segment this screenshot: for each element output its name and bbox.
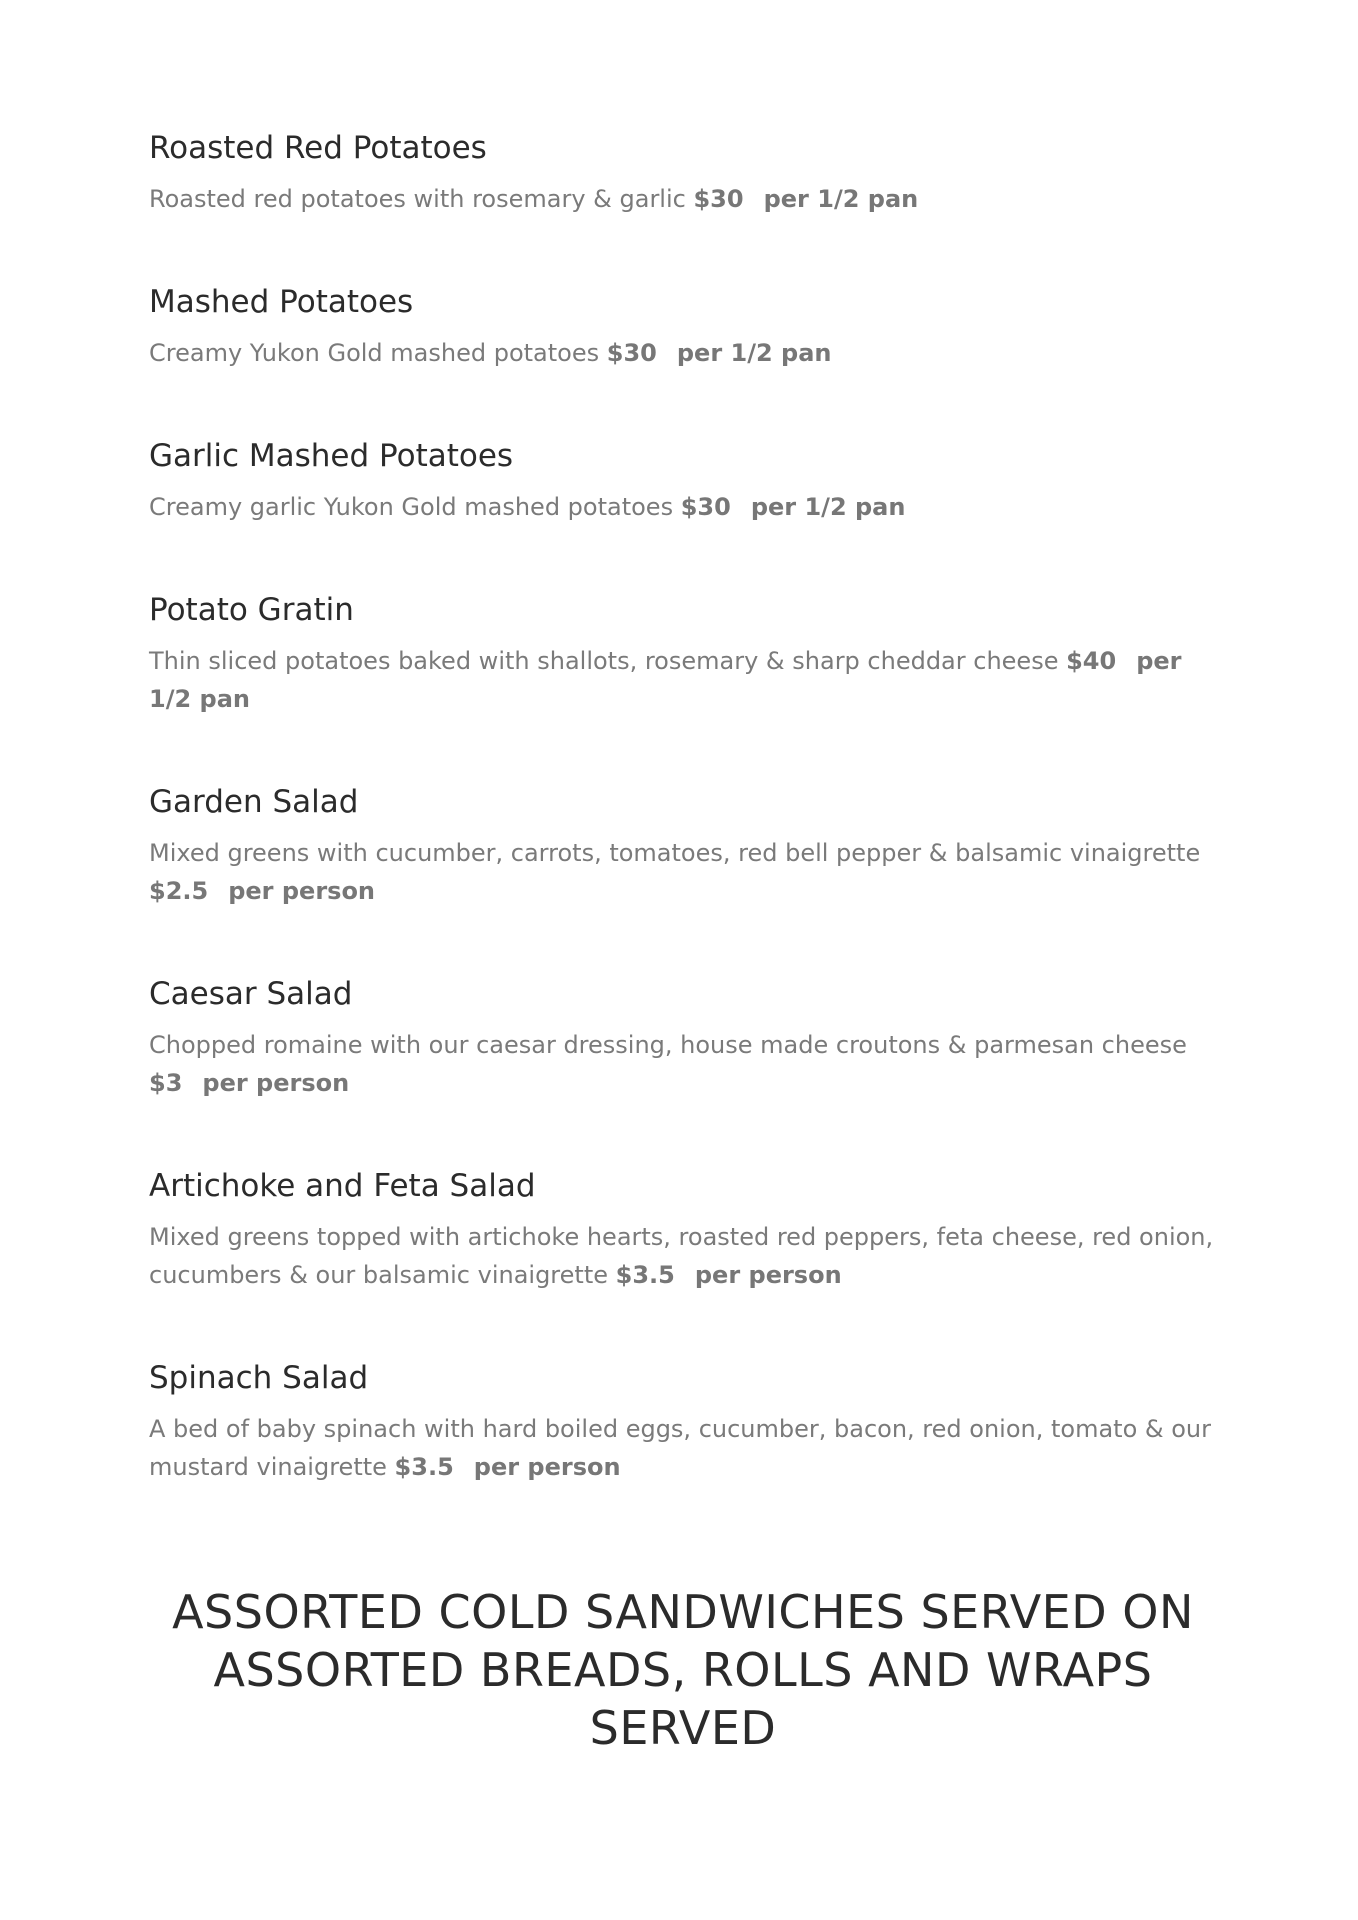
menu-item-mashed-potatoes [149,282,1217,436]
item-description [149,834,1217,910]
item-unit: per person [473,1453,621,1481]
menu-item-garlic-mashed-potatoes [149,436,1217,590]
item-description [149,488,1217,526]
description-text: Chopped romaine with our caesar dressing, house made croutons & parmesan cheese [149,1031,1187,1059]
item-title: Spinach Salad [149,1360,369,1396]
menu-item-roasted-red-potatoes [149,128,1217,282]
description-text: A bed of baby spinach with hard boiled eggs, cucumber, bacon, red onion, tomato & our mustard vinaigrette [149,1415,1211,1481]
item-price: $30 [693,185,744,213]
description-text: Roasted red potatoes with rosemary & garlic [149,185,686,213]
item-price: $40 [1066,647,1117,675]
item-price: $3.5 [394,1453,454,1481]
item-unit: per 1/2 pan [676,339,832,367]
item-description [149,1410,1217,1486]
item-unit: per 1/2 pan [149,647,1182,713]
description-text: Creamy Yukon Gold mashed potatoes [149,339,600,367]
description-text: Thin sliced potatoes baked with shallots, rosemary & sharp cheddar cheese [149,647,1059,675]
section-heading: ASSORTED COLD SANDWICHES SERVED ON ASSORTED BREADS, ROLLS AND WRAPS SERVED [172,1585,1194,1755]
item-description [149,642,1217,718]
item-description [149,1218,1217,1294]
menu-item-artichoke-feta-salad [149,1166,1217,1358]
item-title: Artichoke and Feta Salad [149,1168,536,1204]
item-price: $3.5 [615,1261,675,1289]
item-unit: per person [694,1261,842,1289]
item-price: $3 [149,1069,183,1097]
description-text: Mixed greens with cucumber, carrots, tomatoes, red bell pepper & balsamic vinaigrette [149,839,1201,867]
item-unit: per 1/2 pan [750,493,906,521]
menu-item-garden-salad [149,782,1217,974]
item-unit: per person [202,1069,350,1097]
item-price: $30 [606,339,657,367]
item-price: $2.5 [149,877,209,905]
menu-item-potato-gratin [149,590,1217,782]
item-title: Roasted Red Potatoes [149,130,487,166]
item-description [149,334,1217,372]
item-title: Caesar Salad [149,976,353,1012]
description-text: Mixed greens topped with artichoke hearts, roasted red peppers, feta cheese, red onion, cucumbers & our balsamic vinaigrette [149,1223,1214,1289]
item-unit: per 1/2 pan [763,185,919,213]
item-unit: per person [228,877,376,905]
item-description [149,180,1217,218]
menu-item-spinach-salad [149,1358,1217,1550]
item-price: $30 [680,493,731,521]
menu-list [149,128,1217,1550]
description-text: Creamy garlic Yukon Gold mashed potatoes [149,493,674,521]
item-title: Potato Gratin [149,592,354,628]
item-title: Garlic Mashed Potatoes [149,438,514,474]
item-title: Garden Salad [149,784,359,820]
menu-item-caesar-salad [149,974,1217,1166]
item-description [149,1026,1217,1102]
item-title: Mashed Potatoes [149,284,414,320]
